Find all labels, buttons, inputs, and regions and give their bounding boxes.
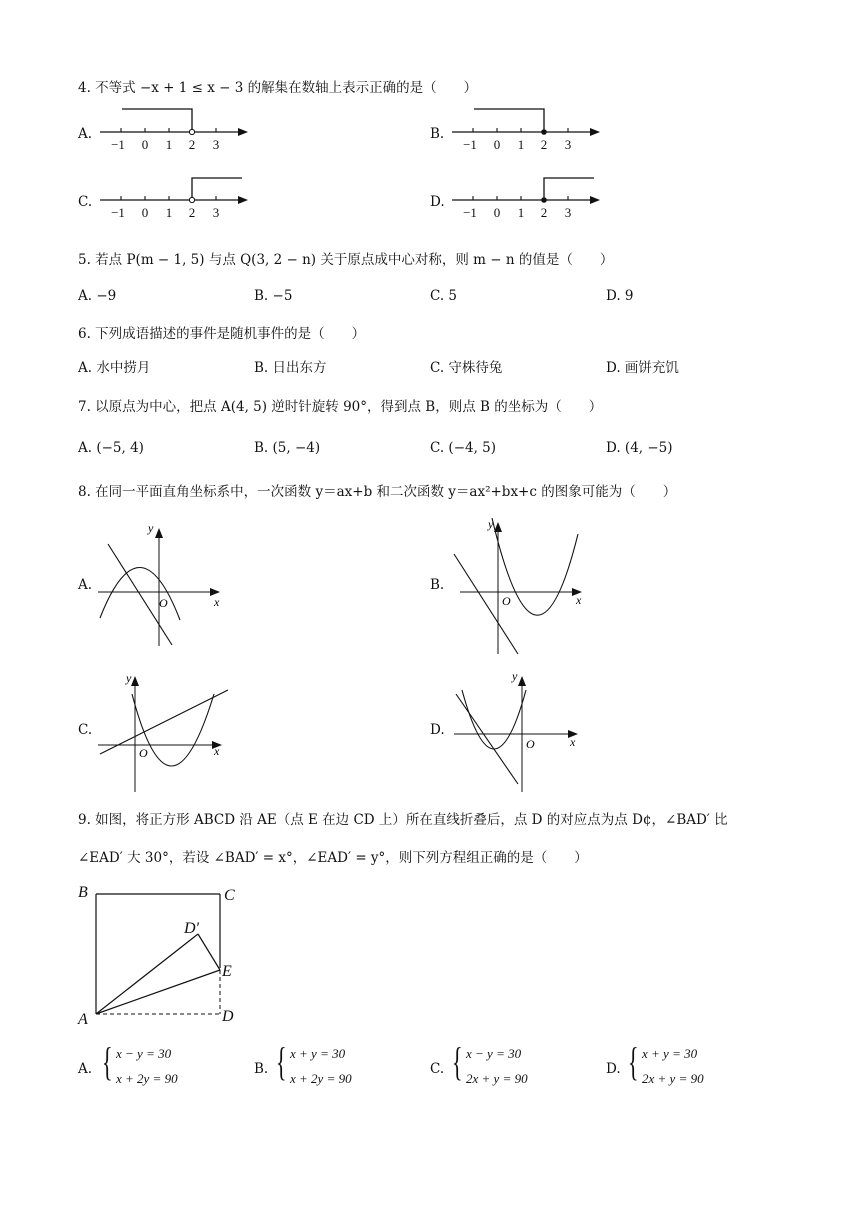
q8b-origin-label: O [502, 594, 511, 608]
brace-icon: { [452, 1039, 463, 1084]
q9a-eq1: x − y = 30 [116, 1046, 172, 1061]
brace-icon: { [276, 1039, 287, 1084]
q8c-origin-label: O [139, 746, 148, 760]
brace-icon: { [102, 1039, 113, 1084]
q8-option-b-graph [448, 514, 588, 659]
q4b-tick-4: 3 [564, 137, 572, 152]
q9-option-d-system[interactable] [628, 1039, 738, 1096]
q4b-tick-0: −1 [463, 137, 477, 152]
q9-fold-figure [70, 878, 270, 1033]
q4-option-d-label[interactable]: D. [430, 194, 445, 210]
q9-option-c-system[interactable] [452, 1039, 562, 1096]
q8c-x-label: x [214, 744, 220, 758]
q4-option-b-numberline [450, 104, 610, 154]
q9c-eq1: x − y = 30 [466, 1046, 522, 1061]
q9-option-b-label[interactable]: B. [254, 1061, 269, 1077]
q6-option-a[interactable]: A. 水中捞月 [78, 360, 151, 376]
q5-option-b[interactable]: B. −5 [254, 288, 293, 304]
q4a-tick-3: 2 [188, 137, 196, 152]
q8a-y-label: y [148, 521, 154, 535]
q7-option-c[interactable]: C. (−4, 5) [430, 440, 497, 456]
q9-option-a-system[interactable] [102, 1039, 212, 1096]
q8d-x-label: x [570, 735, 576, 749]
q9c-eq2: 2x + y = 90 [466, 1071, 528, 1086]
q4d-tick-4: 3 [564, 205, 572, 220]
q9-option-d-label[interactable]: D. [606, 1061, 621, 1077]
q9-option-c-label[interactable]: C. [430, 1061, 445, 1077]
q6-option-c[interactable]: C. 守株待兔 [430, 360, 503, 376]
q9b-eq2: x + 2y = 90 [290, 1071, 352, 1086]
q9a-eq2: x + 2y = 90 [116, 1071, 178, 1086]
q9-text-line2: ∠EAD′ 大 30°，若设 ∠BAD′ = x°，∠EAD′ = y°，则下列方程组正确的是（ ） [78, 850, 588, 866]
q9d-eq1: x + y = 30 [642, 1046, 698, 1061]
q9-label-dprime: D′ [184, 920, 200, 937]
q4-option-b-label[interactable]: B. [430, 126, 445, 142]
q6-option-d[interactable]: D. 画饼充饥 [606, 360, 679, 376]
q8-option-d-graph [448, 666, 588, 796]
q8d-y-label: y [512, 669, 518, 683]
q9b-eq1: x + y = 30 [290, 1046, 346, 1061]
q4d-tick-3: 2 [540, 205, 548, 220]
q9-label-c: C [224, 887, 235, 904]
q8a-origin-label: O [159, 596, 168, 610]
q8-option-d-label[interactable]: D. [430, 722, 445, 738]
q4d-tick-2: 1 [517, 205, 525, 220]
q4c-tick-4: 3 [212, 205, 220, 220]
q4c-tick-1: 0 [141, 205, 149, 220]
q6-option-b[interactable]: B. 日出东方 [254, 360, 327, 376]
q8-option-b-label[interactable]: B. [430, 577, 445, 593]
q4c-tick-2: 1 [165, 205, 173, 220]
q4-option-c-numberline [98, 172, 258, 222]
q8b-x-label: x [576, 593, 582, 607]
q5-option-c[interactable]: C. 5 [430, 288, 458, 304]
q9d-eq2: 2x + y = 90 [642, 1071, 704, 1086]
q4c-tick-3: 2 [188, 205, 196, 220]
q9-option-b-system[interactable] [276, 1039, 386, 1096]
q4-option-d-numberline [450, 172, 610, 222]
q7-option-a[interactable]: A. (−5, 4) [78, 440, 144, 456]
brace-icon: { [628, 1039, 639, 1084]
q8b-y-label: y [488, 517, 494, 531]
q7-option-b[interactable]: B. (5, −4) [254, 440, 321, 456]
q7-option-d[interactable]: D. (4, −5) [606, 440, 673, 456]
q4d-tick-0: −1 [463, 205, 477, 220]
q4b-tick-2: 1 [517, 137, 525, 152]
q9-label-d: D [222, 1008, 234, 1025]
q4-option-c-label[interactable]: C. [78, 194, 93, 210]
q8-option-c-label[interactable]: C. [78, 722, 93, 738]
q8-option-c-graph [96, 666, 236, 796]
q4-text: 4. 不等式 −x + 1 ≤ x − 3 的解集在数轴上表示正确的是（ ） [78, 80, 478, 96]
q4a-tick-1: 0 [141, 137, 149, 152]
q9-label-b: B [78, 884, 88, 901]
q8-option-a-label[interactable]: A. [78, 577, 93, 593]
q9-option-a-label[interactable]: A. [78, 1061, 93, 1077]
q7-text: 7. 以原点为中心，把点 A(4, 5) 逆时针旋转 90°，得到点 B，则点 B 的坐标为（ ） [78, 399, 603, 415]
q5-option-a[interactable]: A. −9 [78, 288, 117, 304]
q5-option-d[interactable]: D. 9 [606, 288, 634, 304]
q8a-x-label: x [214, 595, 220, 609]
q4a-tick-4: 3 [212, 137, 220, 152]
q8c-y-label: y [126, 671, 132, 685]
q9-label-a: A [78, 1011, 88, 1028]
q9-label-e: E [222, 963, 232, 980]
q5-text: 5. 若点 P(m − 1, 5) 与点 Q(3, 2 − n) 关于原点成中心对称，则 m − n 的值是（ ） [78, 252, 614, 268]
q4a-tick-2: 1 [165, 137, 173, 152]
q9-text-line1: 9. 如图，将正方形 ABCD 沿 AE（点 E 在边 CD 上）所在直线折叠后，点 D 的对应点为点 D¢，∠BAD′ 比 [78, 812, 728, 828]
q8-option-a-graph [96, 520, 226, 650]
q4b-tick-3: 2 [540, 137, 548, 152]
q8d-origin-label: O [526, 737, 535, 751]
q8-text: 8. 在同一平面直角坐标系中，一次函数 y＝ax+b 和二次函数 y＝ax²+bx+c 的图象可能为（ ） [78, 484, 677, 500]
q4-option-a-numberline [98, 104, 258, 154]
q4d-tick-1: 0 [493, 205, 501, 220]
q4c-tick-0: −1 [111, 205, 125, 220]
q6-text: 6. 下列成语描述的事件是随机事件的是（ ） [78, 326, 366, 342]
q4-option-a-label[interactable]: A. [78, 126, 93, 142]
q4a-tick-0: −1 [111, 137, 125, 152]
q4b-tick-1: 0 [493, 137, 501, 152]
